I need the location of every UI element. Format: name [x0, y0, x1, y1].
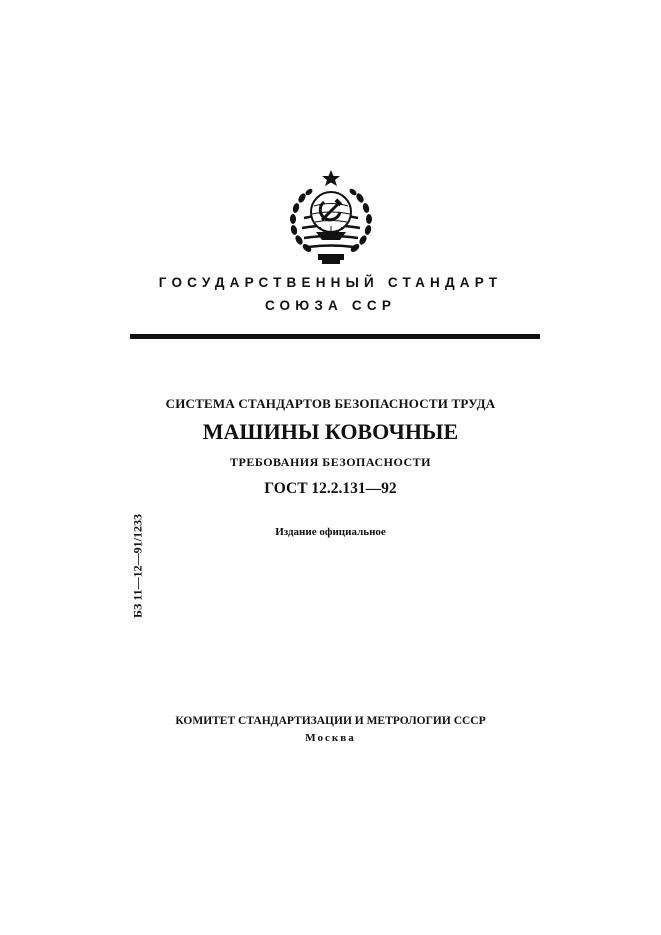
state-emblem — [282, 168, 380, 268]
horizontal-rule — [130, 334, 540, 339]
edition-note: Издание официальное — [275, 526, 386, 538]
document-title: МАШИНЫ КОВОЧНЫЕ — [202, 419, 459, 444]
side-registration-code: БЗ 11—12—91/1233 — [130, 514, 145, 618]
ussr-emblem-icon — [282, 168, 380, 268]
standards-series: СИСТЕМА СТАНДАРТОВ БЕЗОПАСНОСТИ ТРУДА — [165, 396, 496, 411]
standard-number: ГОСТ 12.2.131—92 — [264, 480, 397, 497]
header-union: СОЮЗА ССР — [264, 298, 397, 313]
document-subtitle: ТРЕБОВАНИЯ БЕЗОПАСНОСТИ — [230, 455, 431, 469]
publisher-city: Москва — [305, 732, 356, 744]
header-state-standard: ГОСУДАРСТВЕННЫЙ СТАНДАРТ — [158, 275, 503, 290]
publisher-committee: КОМИТЕТ СТАНДАРТИЗАЦИИ И МЕТРОЛОГИИ СССР — [175, 715, 486, 727]
